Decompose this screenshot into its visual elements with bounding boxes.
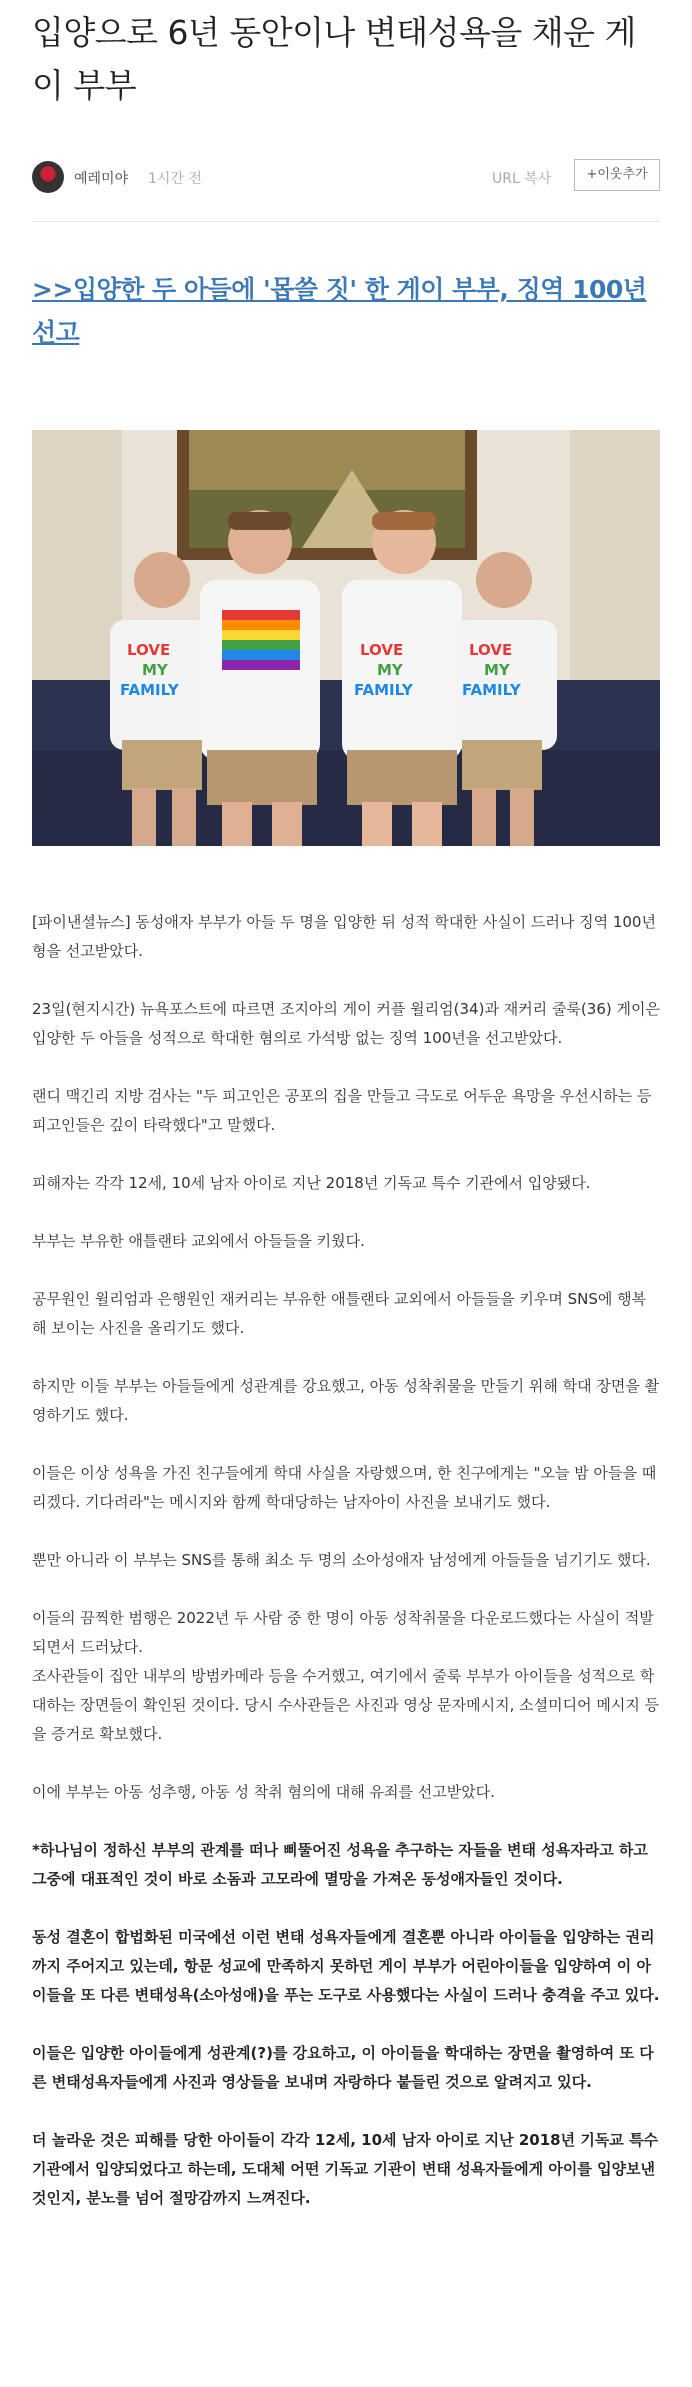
url-copy-button[interactable]: URL 복사: [492, 171, 552, 187]
article-body: [32, 908, 660, 2242]
paragraph: 동성 결혼이 합법화된 미국에선 이런 변태 성욕자들에게 결혼뿐 아니라 아이들을 입양하는 권리까지 주어지고 있는데, 항문 성교에 만족하지 못하던 게이 부부가 어린아이들을 입양하여 이 아이들을 또 다른 변태성욕(소아성애)을 푸는 도구로 사용했다는 사실이 드러나 충격을 주고 있다.: [32, 1928, 660, 2004]
family-photo: [32, 430, 660, 846]
shirt-text-family: FAMILY: [120, 681, 179, 699]
paragraph: 부부는 부유한 애틀랜타 교외에서 아들들을 키웠다.: [32, 1232, 365, 1250]
paragraph: 뿐만 아니라 이 부부는 SNS를 통해 최소 두 명의 소아성애자 남성에게 아들들을 넘기기도 했다.: [32, 1551, 651, 1569]
post-time: 1시간 전: [148, 171, 202, 187]
shirt-text-family: FAMILY: [354, 681, 413, 699]
divider: [32, 221, 660, 222]
paragraph: 이들은 이상 성욕을 가진 친구들에게 학대 사실을 자랑했으며, 한 친구에게는 "오늘 밤 아들을 때리겠다. 기다려라"는 메시지와 함께 학대당하는 남자아이 사진을 보내기도 했다.: [32, 1464, 657, 1511]
paragraph: 23일(현지시간) 뉴욕포스트에 따르면 조지아의 게이 커플 윌리엄(34)과 재커리 줄룩(36) 게이은 입양한 두 아들을 성적으로 학대한 혐의로 가석방 없는 징역 100년을 선고받았다.: [32, 1000, 660, 1047]
post-title: 입양으로 6년 동안이나 변태성욕을 채운 게이 부부: [32, 13, 636, 105]
shirt-text-my: MY: [377, 661, 403, 679]
paragraph: 이에 부부는 아동 성추행, 아동 성 착취 혐의에 대해 유죄를 선고받았다.: [32, 1783, 495, 1801]
paragraph: 이들은 입양한 아이들에게 성관계(?)를 강요하고, 이 아이들을 학대하는 장면을 촬영하여 또 다른 변태성욕자들에게 사진과 영상들을 보내며 자랑하다 붙들린 것으로 알려지고 있다.: [32, 2044, 654, 2091]
avatar[interactable]: [32, 161, 64, 193]
paragraph: 이들의 끔찍한 범행은 2022년 두 사람 중 한 명이 아동 성착취물을 다운로드했다는 사실이 적발되면서 드러났다. 조사관들이 집안 내부의 방범카메라 등을 수거했고, 여기에서 줄룩 부부가 아이들을 성적으로 학대하는 장면들이 확인된 것이다. 당시 수사관들은 사진과 영상 문자메시지, 소셜미디어 메시지 등을 증거로 확보했다.: [32, 1609, 660, 1743]
paragraph: 랜디 맥긴리 지방 검사는 "두 피고인은 공포의 집을 만들고 극도로 어두운 욕망을 우선시하는 등 피고인들은 깊이 타락했다"고 말했다.: [32, 1087, 652, 1134]
paragraph: *하나님이 정하신 부부의 관계를 떠나 삐뚤어진 성욕을 추구하는 자들을 변태 성욕자라고 하고 그중에 대표적인 것이 바로 소돔과 고모라에 멸망을 가져온 동성애자들인 것이다.: [32, 1841, 648, 1888]
post-meta-bar: [32, 157, 660, 197]
paragraph: [파이낸셜뉴스] 동성애자 부부가 아들 두 명을 입양한 뒤 성적 학대한 사실이 드러나 징역 100년형을 선고받았다.: [32, 913, 656, 960]
paragraph: 공무원인 윌리엄과 은행원인 재커리는 부유한 애틀랜타 교외에서 아들들을 키우며 SNS에 행복해 보이는 사진을 올리기도 했다.: [32, 1290, 647, 1337]
paragraph: 하지만 이들 부부는 아들들에게 성관계를 강요했고, 아동 성착취물을 만들기 위해 학대 장면을 촬영하기도 했다.: [32, 1377, 660, 1424]
shirt-text-my: MY: [142, 661, 168, 679]
shirt-text-love: LOVE: [469, 641, 513, 659]
add-neighbor-button[interactable]: +이웃추가: [574, 159, 660, 191]
paragraph: 더 놀라운 것은 피해를 당한 아이들이 각각 12세, 10세 남자 아이로 지난 2018년 기독교 특수 기관에서 입양되었다고 하는데, 도대체 어떤 기독교 기관이 변태 성욕자들에게 아이를 입양보낸 것인지, 분노를 넘어 절망감까지 느껴진다.: [32, 2131, 658, 2207]
shirt-text-love: LOVE: [127, 641, 171, 659]
shirt-text-my: MY: [484, 661, 510, 679]
shirt-text-family: FAMILY: [462, 681, 521, 699]
shirt-text-love: LOVE: [360, 641, 404, 659]
related-article-link[interactable]: >>입양한 두 아들에 '몹쓸 짓' 한 게이 부부, 징역 100년 선고: [32, 275, 647, 347]
author-name[interactable]: 예레미야: [74, 171, 129, 187]
paragraph: 피해자는 각각 12세, 10세 남자 아이로 지난 2018년 기독교 특수 기관에서 입양됐다.: [32, 1174, 591, 1192]
